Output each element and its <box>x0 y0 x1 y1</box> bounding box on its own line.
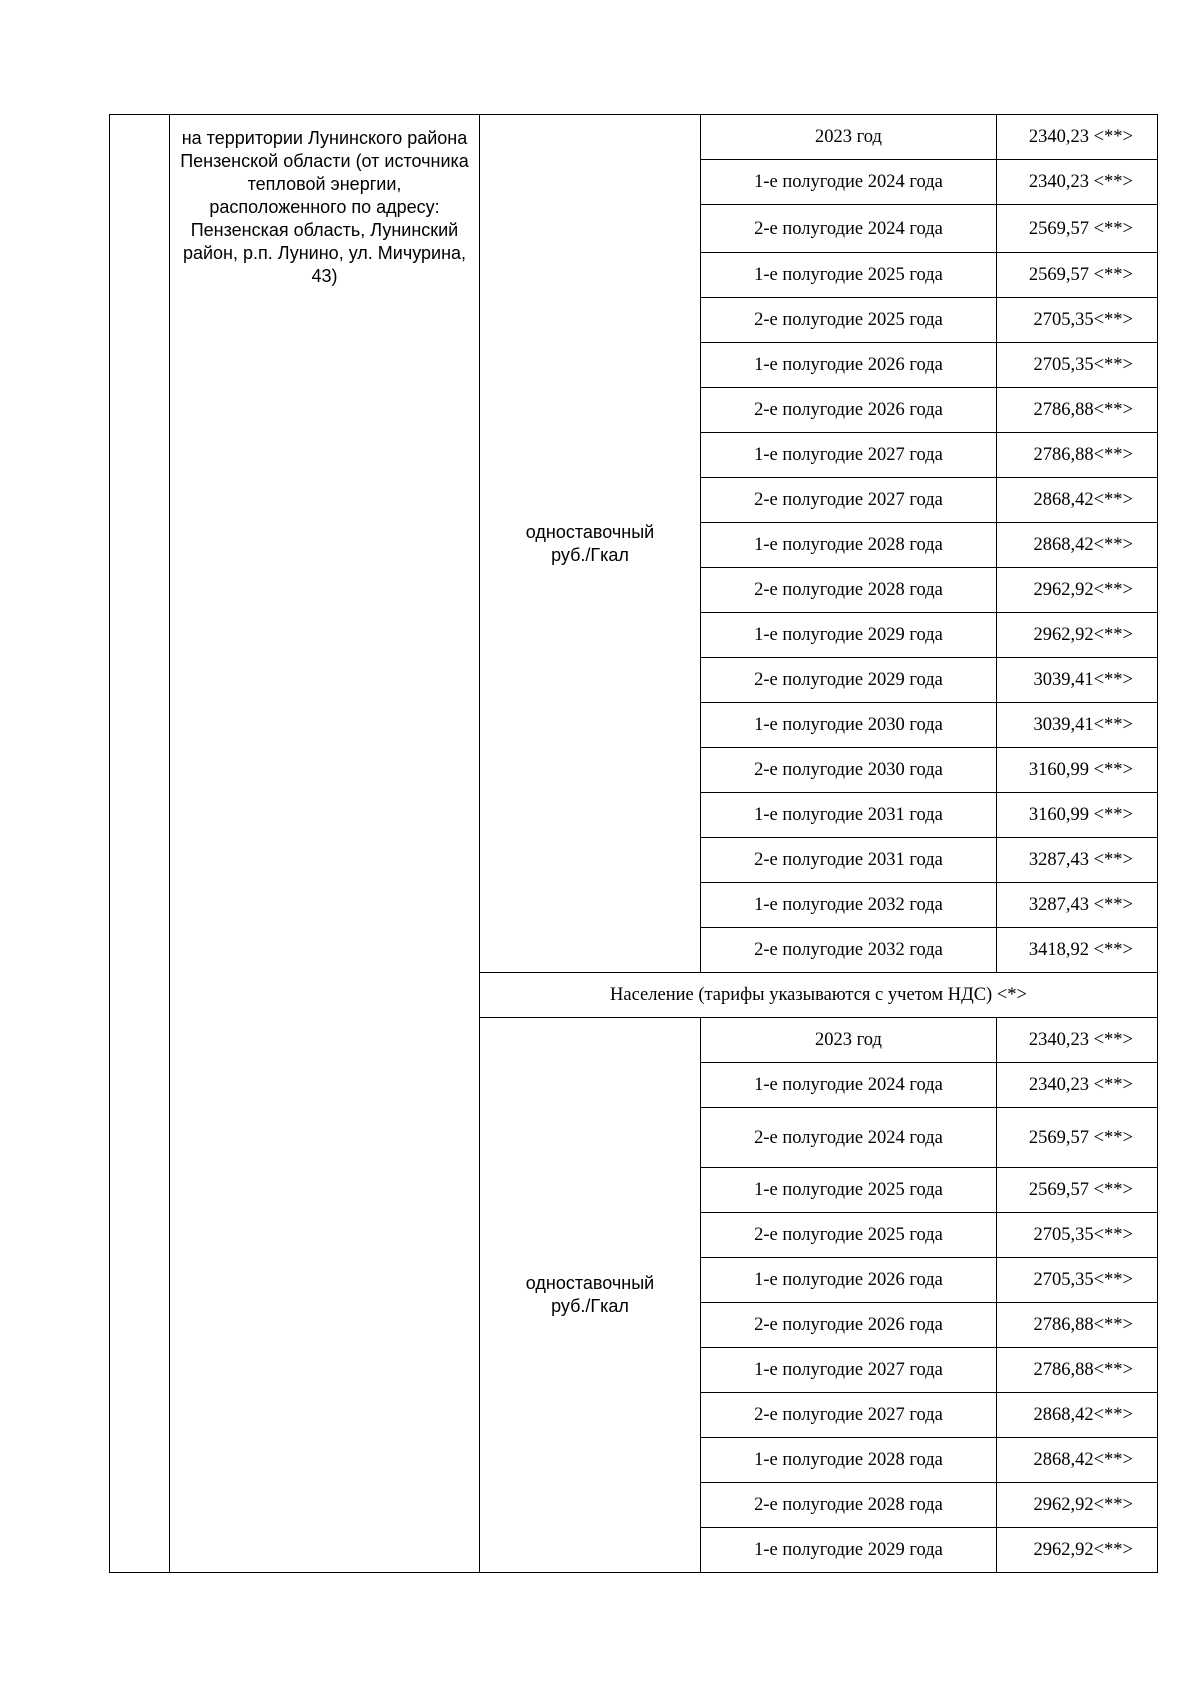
tariff-value-cell: 2340,23 <**> <box>997 1063 1158 1108</box>
period-cell: 1-е полугодие 2026 года <box>701 343 997 388</box>
tariff-value-cell: 2786,88<**> <box>997 433 1158 478</box>
tariff-value-cell: 3160,99 <**> <box>997 748 1158 793</box>
tariff-value-cell: 3039,41<**> <box>997 703 1158 748</box>
tariff-table <box>109 114 1158 1573</box>
rate-type-label: одноставочный <box>525 1273 655 1293</box>
tariff-value-cell: 2962,92<**> <box>997 1528 1158 1573</box>
period-cell: 2-е полугодие 2032 года <box>701 928 997 973</box>
area-description-cell: на территории Лунинского района Пензенской области (от источника тепловой энергии, расположенного по адресу: Пензенская область, Лунинский район, р.п. Лунино, ул. Мичурина, 43) <box>170 115 480 1573</box>
tariff-value-cell: 2340,23 <**> <box>997 115 1158 160</box>
tariff-value-cell: 2868,42<**> <box>997 523 1158 568</box>
period-cell: 2-е полугодие 2024 года <box>701 205 997 253</box>
tariff-value-cell: 2962,92<**> <box>997 568 1158 613</box>
period-cell: 2-е полугодие 2027 года <box>701 478 997 523</box>
tariff-value-cell: 2962,92<**> <box>997 613 1158 658</box>
period-cell: 1-е полугодие 2024 года <box>701 1063 997 1108</box>
tariff-value-cell: 2705,35<**> <box>997 298 1158 343</box>
tariff-value-cell: 3287,43 <**> <box>997 883 1158 928</box>
period-cell: 2-е полугодие 2028 года <box>701 568 997 613</box>
tariff-value-cell: 3039,41<**> <box>997 658 1158 703</box>
tariff-value-cell: 2569,57 <**> <box>997 253 1158 298</box>
rate-unit-label: руб./Гкал <box>551 1296 629 1316</box>
tariff-value-cell: 2868,42<**> <box>997 1393 1158 1438</box>
tariff-value-cell: 2569,57 <**> <box>997 1108 1158 1168</box>
tariff-value-cell: 2569,57 <**> <box>997 1168 1158 1213</box>
period-cell: 2-е полугодие 2031 года <box>701 838 997 883</box>
period-cell: 1-е полугодие 2024 года <box>701 160 997 205</box>
period-cell: 1-е полугодие 2025 года <box>701 1168 997 1213</box>
period-cell: 2-е полугодие 2029 года <box>701 658 997 703</box>
section-header: Население (тарифы указываются с учетом НДС) <*> <box>480 973 1158 1018</box>
period-cell: 1-е полугодие 2025 года <box>701 253 997 298</box>
row-number-cell <box>110 115 170 1573</box>
tariff-value-cell: 2705,35<**> <box>997 1258 1158 1303</box>
rate-unit-label: руб./Гкал <box>551 544 629 565</box>
tariff-value-cell: 2786,88<**> <box>997 1348 1158 1393</box>
period-cell: 1-е полугодие 2027 года <box>701 433 997 478</box>
period-cell: 1-е полугодие 2028 года <box>701 1438 997 1483</box>
tariff-value-cell: 2786,88<**> <box>997 1303 1158 1348</box>
tariff-value-cell: 3418,92 <**> <box>997 928 1158 973</box>
tariff-value-cell: 2569,57 <**> <box>997 205 1158 253</box>
tariff-value-cell: 2705,35<**> <box>997 343 1158 388</box>
tariff-table-body <box>110 115 1158 1573</box>
period-cell: 1-е полугодие 2028 года <box>701 523 997 568</box>
period-cell: 1-е полугодие 2029 года <box>701 1528 997 1573</box>
tariff-value-cell: 2340,23 <**> <box>997 160 1158 205</box>
tariff-value-cell: 2962,92<**> <box>997 1483 1158 1528</box>
tariff-value-cell: 3287,43 <**> <box>997 838 1158 883</box>
period-cell: 2023 год <box>701 115 997 160</box>
tariff-value-cell: 2786,88<**> <box>997 388 1158 433</box>
period-cell: 1-е полугодие 2026 года <box>701 1258 997 1303</box>
period-cell: 1-е полугодие 2031 года <box>701 793 997 838</box>
table-row <box>110 115 1158 160</box>
tariff-value-cell: 2340,23 <**> <box>997 1018 1158 1063</box>
rate-type-label: одноставочный <box>525 521 655 542</box>
period-cell: 2-е полугодие 2026 года <box>701 1303 997 1348</box>
period-cell: 2-е полугодие 2024 года <box>701 1108 997 1168</box>
rate-type-cell <box>480 115 701 973</box>
tariff-value-cell: 2868,42<**> <box>997 1438 1158 1483</box>
period-cell: 2-е полугодие 2025 года <box>701 1213 997 1258</box>
period-cell: 2-е полугодие 2026 года <box>701 388 997 433</box>
period-cell: 2-е полугодие 2030 года <box>701 748 997 793</box>
period-cell: 1-е полугодие 2027 года <box>701 1348 997 1393</box>
rate-type-cell <box>480 1018 701 1573</box>
tariff-value-cell: 2868,42<**> <box>997 478 1158 523</box>
period-cell: 1-е полугодие 2032 года <box>701 883 997 928</box>
period-cell: 1-е полугодие 2030 года <box>701 703 997 748</box>
period-cell: 2-е полугодие 2028 года <box>701 1483 997 1528</box>
period-cell: 2-е полугодие 2027 года <box>701 1393 997 1438</box>
period-cell: 2023 год <box>701 1018 997 1063</box>
tariff-value-cell: 3160,99 <**> <box>997 793 1158 838</box>
tariff-value-cell: 2705,35<**> <box>997 1213 1158 1258</box>
period-cell: 1-е полугодие 2029 года <box>701 613 997 658</box>
period-cell: 2-е полугодие 2025 года <box>701 298 997 343</box>
